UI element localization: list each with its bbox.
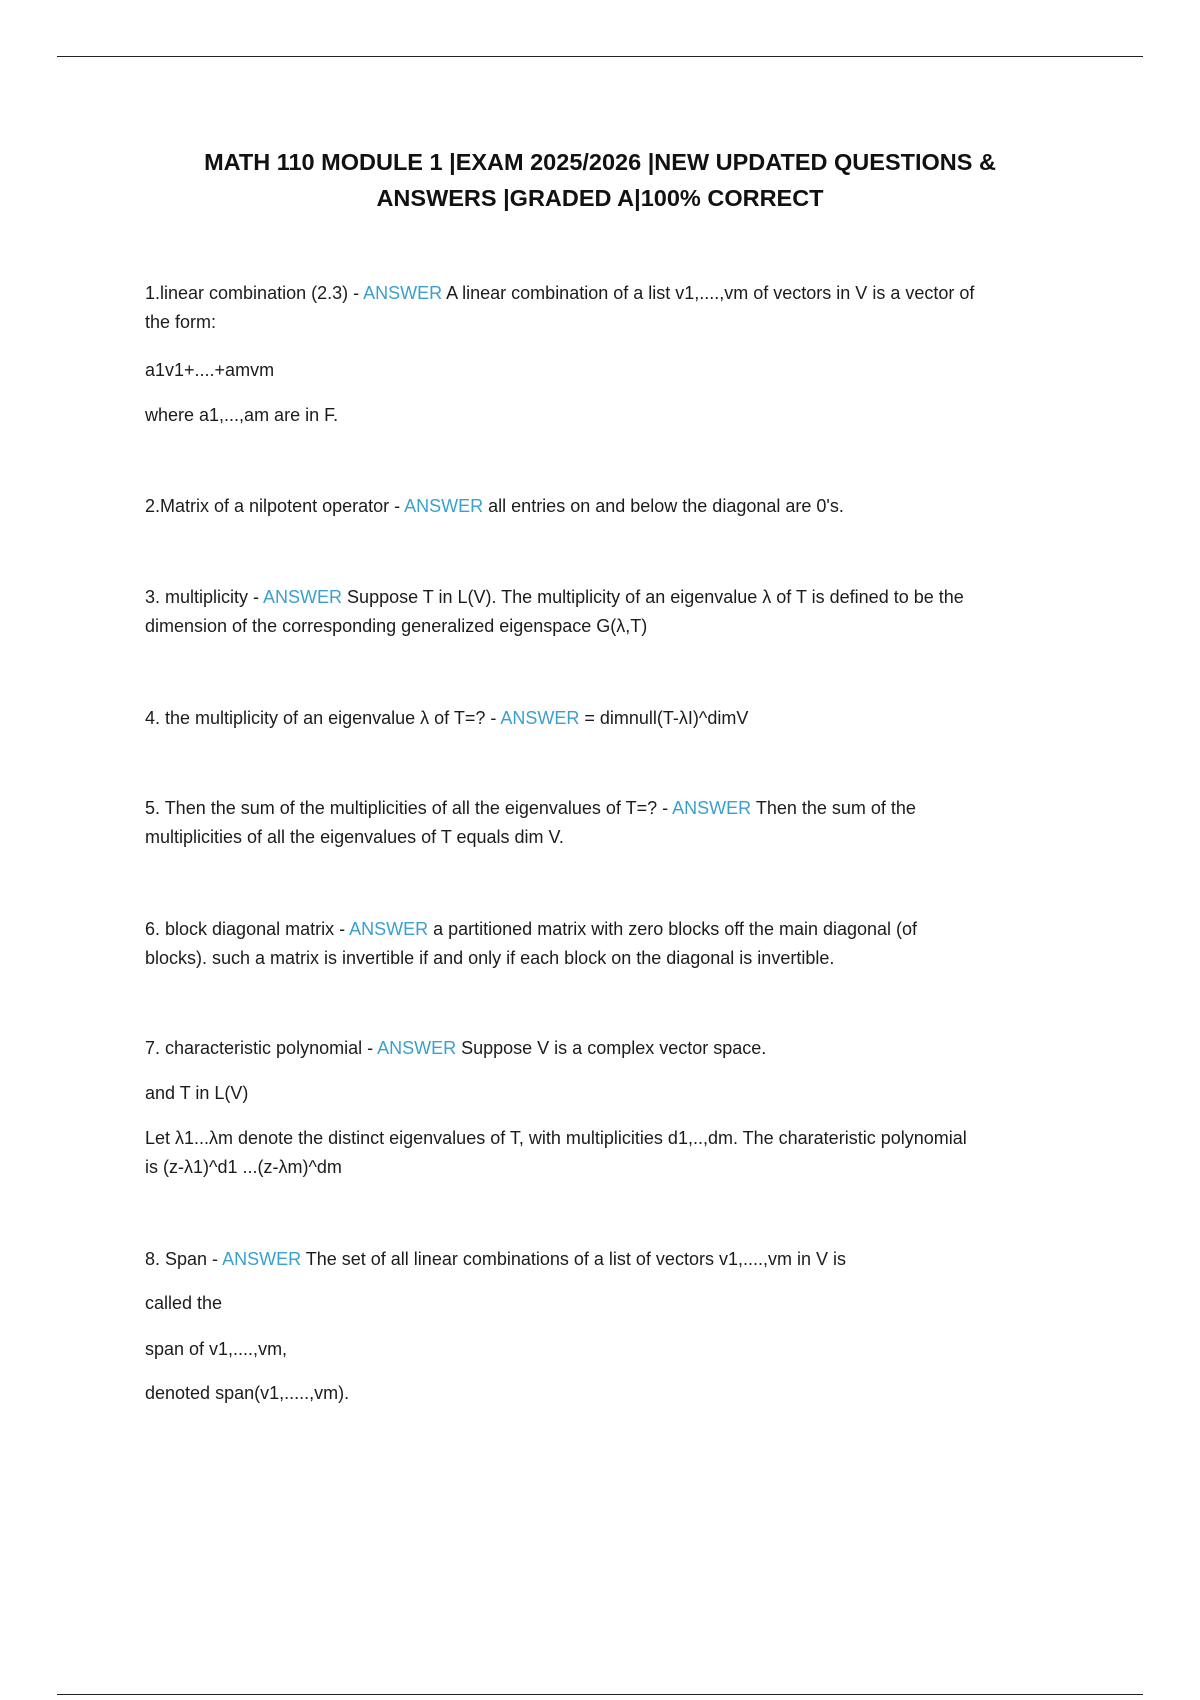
- question-5: 5. Then the sum of the multiplicities of all the eigenvalues of T=? -: [145, 798, 673, 818]
- page-title: [140, 144, 1060, 216]
- answer-5-cont-1: multiplicities of all the eigenvalues of T equals dim V.: [145, 827, 564, 847]
- answer-label-8: ANSWER: [222, 1249, 302, 1269]
- answer-1: A linear combination of a list v1,....,vm of vectors in V is a vector of: [442, 283, 975, 303]
- answer-6: a partitioned matrix with zero blocks off the main diagonal (of: [428, 919, 918, 939]
- answer-8-span: span of v1,....,vm,: [145, 1339, 288, 1359]
- qa-item-8-extra-2: [145, 1335, 1090, 1364]
- answer-1-cont-1: the form:: [145, 312, 217, 332]
- qa-item-1: [145, 279, 1090, 337]
- question-6: 6. block diagonal matrix -: [145, 919, 350, 939]
- answer-2: all entries on and below the diagonal are 0's.: [483, 496, 844, 516]
- qa-item-5: [145, 794, 1090, 852]
- answer-7-let: Let λ1...λm denote the distinct eigenvalues of T, with multiplicities d1,..,dm. The charateristic polynomial: [145, 1128, 967, 1148]
- page-title-line-1: MATH 110 MODULE 1 |EXAM 2025/2026 |NEW UPDATED QUESTIONS &: [204, 149, 996, 175]
- answer-8: The set of all linear combinations of a list of vectors v1,....,vm in V is: [301, 1249, 846, 1269]
- qa-item-7-extra: [145, 1079, 1090, 1108]
- answer-3-cont-1: dimension of the corresponding generalized eigenspace G(λ,T): [145, 616, 648, 636]
- qa-item-2: [145, 492, 1090, 521]
- answer-label-2: ANSWER: [404, 496, 484, 516]
- top-rule: [57, 56, 1143, 57]
- qa-item-4: [145, 704, 1090, 733]
- question-7: 7. characteristic polynomial -: [145, 1038, 378, 1058]
- answer-3: Suppose T in L(V). The multiplicity of an eigenvalue λ of T is defined to be the: [342, 587, 964, 607]
- answer-6-cont-1: blocks). such a matrix is invertible if and only if each block on the diagonal is invertible.: [145, 948, 835, 968]
- qa-item-8-extra-1: [145, 1289, 1090, 1318]
- qa-item-1-extra-2: [145, 401, 1090, 430]
- answer-label-4: ANSWER: [500, 708, 580, 728]
- answer-label-5: ANSWER: [672, 798, 752, 818]
- answer-8-denoted: denoted span(v1,.....,vm).: [145, 1383, 350, 1403]
- question-1: 1.linear combination (2.3) -: [145, 283, 364, 303]
- answer-4: = dimnull(T-λI)^dimV: [579, 708, 749, 728]
- answer-1-formula: a1v1+....+amvm: [145, 360, 275, 380]
- answer-label-1: ANSWER: [363, 283, 443, 303]
- answer-label-6: ANSWER: [349, 919, 429, 939]
- qa-item-6: [145, 915, 1090, 973]
- question-2: 2.Matrix of a nilpotent operator -: [145, 496, 405, 516]
- bottom-rule: [57, 1694, 1143, 1695]
- question-4: 4. the multiplicity of an eigenvalue λ of T=? -: [145, 708, 501, 728]
- qa-item-8-extra-3: [145, 1379, 1090, 1408]
- answer-label-7: ANSWER: [377, 1038, 457, 1058]
- answer-1-where: where a1,...,am are in F.: [145, 405, 339, 425]
- answer-7-poly: is (z-λ1)^d1 ...(z-λm)^dm: [145, 1157, 342, 1177]
- qa-item-7: [145, 1034, 1090, 1063]
- answer-7-and: and T in L(V): [145, 1083, 249, 1103]
- qa-item-8: [145, 1245, 1090, 1274]
- question-3: 3. multiplicity -: [145, 587, 264, 607]
- answer-5: Then the sum of the: [751, 798, 916, 818]
- answer-7: Suppose V is a complex vector space.: [456, 1038, 767, 1058]
- answer-8-called: called the: [145, 1293, 223, 1313]
- qa-item-3: [145, 583, 1090, 641]
- answer-label-3: ANSWER: [263, 587, 343, 607]
- page-title-line-2: ANSWERS |GRADED A|100% CORRECT: [376, 185, 824, 211]
- question-8: 8. Span -: [145, 1249, 223, 1269]
- qa-item-7-extra-2: [145, 1124, 1090, 1182]
- qa-item-1-extra: [145, 356, 1090, 385]
